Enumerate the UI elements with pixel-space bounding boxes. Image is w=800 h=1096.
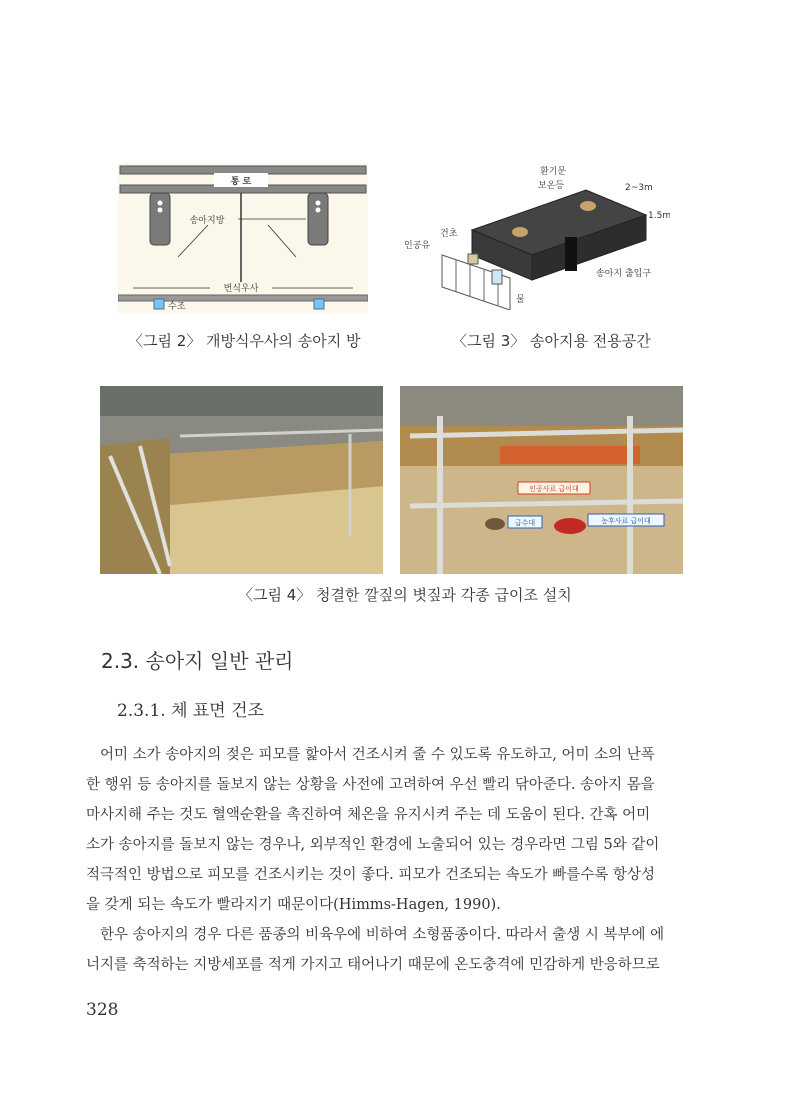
paragraph-1 — [86, 740, 720, 920]
subsection-title: 2.3.1. 체 표면 건조 — [117, 701, 264, 721]
height-label: 1.5m — [648, 211, 670, 221]
figure-2 — [118, 163, 368, 313]
paragraph-line: 한 행위 등 송아지를 돌보지 않는 상황을 사전에 고려하여 우선 빨리 닦아준다. 송아지 몸을 — [86, 777, 655, 793]
figure-3-caption: 〈그림 3〉 송아지용 전용공간 — [452, 332, 651, 350]
figure-4-photo-right — [400, 386, 683, 574]
calf-entrance-label: 송아지 출입구 — [596, 269, 652, 279]
roughage-feeder-tag: 농후사료 급이대 — [601, 517, 651, 525]
width-label: 2~3m — [625, 183, 653, 193]
paragraph-line: 한우 송아지의 경우 다른 품종의 비육우에 비하여 소형품종이다. 따라서 출생 시 복부에 에 — [100, 927, 665, 943]
calf-room-label: 송아지방 — [189, 216, 225, 226]
figure-2-caption: 〈그림 2〉 개방식우사의 송아지 방 — [128, 332, 361, 350]
paragraph-2 — [86, 920, 720, 980]
page-number: 328 — [86, 1000, 119, 1020]
figure-3-diagram — [400, 160, 670, 310]
section-title: 2.3. 송아지 일반 관리 — [101, 649, 294, 673]
heating-light-label: 보온등 — [538, 181, 565, 191]
breeding-barn-label: 번식우사 — [223, 284, 259, 294]
dry-feed-label: 건초 — [440, 229, 458, 239]
paragraph-line: 을 갖게 되는 속도가 빨라지기 때문이다(Himms-Hagen, 1990). — [86, 897, 501, 913]
ventilation-label: 환기문 — [540, 167, 567, 177]
milk-replacer-label: 인공유 — [404, 241, 431, 251]
figure-4-caption: 〈그림 4〉 청결한 깔짚의 볏짚과 각종 급이조 설치 — [238, 586, 572, 604]
feeder-photo — [400, 386, 683, 574]
water-feeder-tag: 급수대 — [514, 519, 536, 527]
paragraph-line: 적극적인 방법으로 피모를 건조시키는 것이 좋다. 피모가 건조되는 속도가 빠를수록 항상성 — [86, 867, 655, 883]
paragraph-line: 마사지해 주는 것도 혈액순환을 촉진하여 체온을 유지시켜 주는 데 도움이 된다. 간혹 어미 — [86, 807, 651, 823]
starter-feeder-tag: 인공사료 급이대 — [529, 485, 579, 493]
paragraph-line: 너지를 축적하는 지방세포를 적게 가지고 태어나기 때문에 온도충격에 민감하게 반응하므로 — [86, 957, 660, 973]
figure-4-photo-left — [100, 386, 383, 574]
water-trough-label: 수조 — [168, 302, 186, 312]
barn-photo — [100, 386, 383, 574]
water-label: 물 — [516, 295, 525, 305]
road-label: 통 로 — [230, 177, 252, 187]
paragraph-line: 어미 소가 송아지의 젖은 피모를 핥아서 건조시켜 줄 수 있도록 유도하고, 어미 소의 난폭 — [100, 747, 655, 763]
paragraph-line: 소가 송아지를 돌보지 않는 경우나, 외부적인 환경에 노출되어 있는 경우라면 그림 5와 같이 — [86, 837, 660, 853]
figure-3 — [400, 160, 670, 310]
figure-2-diagram — [118, 163, 368, 313]
